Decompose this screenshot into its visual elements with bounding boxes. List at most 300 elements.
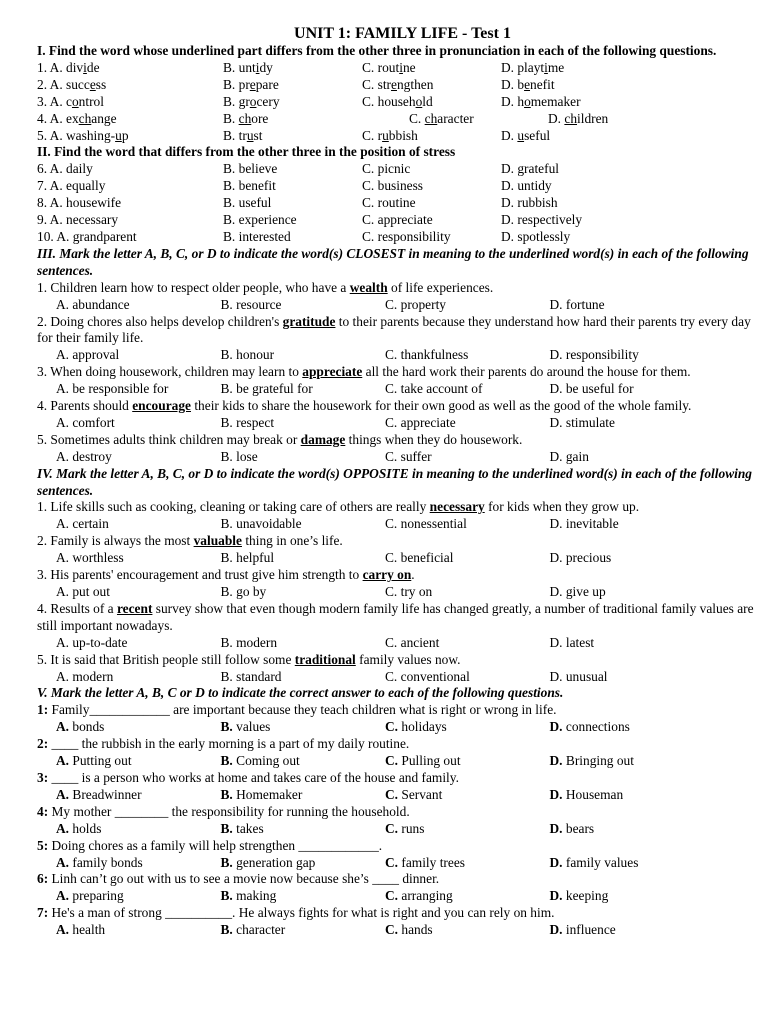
option-text: preparing	[72, 888, 124, 904]
option-letter: B.	[220, 854, 233, 870]
question-row	[37, 229, 768, 246]
answer-option[interactable]: C. try on	[385, 584, 433, 599]
option-text: Servant	[401, 786, 443, 802]
underlined-part: ch	[238, 110, 252, 126]
option-text-pre: C. househ	[362, 93, 416, 109]
option[interactable]: B. benefit	[223, 178, 276, 194]
option-text-post: dy	[259, 59, 273, 75]
option-letter: D.	[549, 854, 563, 870]
option-text-pre: B. pr	[223, 76, 250, 92]
key-word: encourage	[132, 398, 191, 414]
option[interactable]	[223, 60, 362, 77]
question-text	[37, 871, 768, 888]
underlined-part: i	[399, 59, 403, 75]
question-number: 6:	[37, 871, 49, 887]
option-letter: A.	[56, 786, 70, 802]
question-text	[37, 567, 768, 584]
answer-options	[37, 415, 768, 432]
answer-option[interactable]	[221, 753, 386, 770]
answer-option[interactable]	[385, 719, 550, 736]
answer-option[interactable]: A. modern	[56, 668, 114, 684]
key-word: appreciate	[302, 364, 363, 380]
option-text: Bringing out	[565, 753, 634, 769]
answer-option[interactable]	[221, 888, 386, 905]
option[interactable]: B. believe	[223, 161, 278, 177]
answer-option[interactable]: D. gain	[549, 448, 589, 464]
option-letter: D.	[549, 719, 563, 735]
answer-options	[37, 635, 768, 652]
option-text-post: st	[253, 127, 263, 143]
answer-option[interactable]	[385, 922, 550, 939]
question-body: Linh can’t go out with us to see a movie now because she’s ____ dinner.	[48, 871, 440, 887]
question-text	[37, 314, 768, 348]
section-5-heading: V. Mark the letter A, B, C or D to indicate the correct answer to each of the following questions.	[37, 685, 564, 701]
question-number: 3:	[37, 769, 49, 785]
question-pre: 2. Family is always the most	[37, 533, 194, 549]
answer-option[interactable]: A. put out	[56, 584, 110, 599]
option-text: character	[236, 922, 286, 938]
answer-option[interactable]: C. take account of	[385, 381, 483, 397]
page-title: UNIT 1: FAMILY LIFE - Test 1	[294, 25, 511, 42]
section-3-heading: III. Mark the letter A, B, C, or D to indicate the word(s) CLOSEST in meaning to the underlined word(s) in each of the following sentences.	[37, 245, 749, 278]
answer-options	[37, 669, 768, 686]
answer-options	[37, 888, 768, 905]
option[interactable]: B. experience	[223, 212, 297, 228]
option-text-pre: 2. A. succ	[37, 76, 90, 92]
answer-option[interactable]: B. standard	[220, 668, 282, 684]
option-letter: B.	[220, 753, 233, 769]
option[interactable]: D. rubbish	[501, 195, 558, 211]
option-letter: C.	[385, 922, 399, 938]
option-letter: B.	[220, 786, 233, 802]
answer-option[interactable]: B. respect	[220, 414, 275, 430]
option-text: making	[236, 888, 277, 904]
option-letter: C.	[385, 820, 399, 836]
option-letter: C.	[385, 753, 399, 769]
answer-option[interactable]: D. latest	[549, 634, 595, 650]
option-text: keeping	[565, 888, 609, 904]
answer-option[interactable]	[550, 922, 715, 939]
question-body: Doing chores as a family will help strengthen ____________.	[48, 837, 383, 853]
question-number: 4:	[37, 803, 49, 819]
option[interactable]: D. respectively	[501, 212, 583, 228]
option[interactable]: D. untidy	[501, 178, 552, 194]
option[interactable]	[548, 111, 608, 128]
option[interactable]	[409, 111, 548, 128]
option[interactable]	[362, 94, 501, 111]
option[interactable]	[37, 60, 223, 77]
option[interactable]	[37, 111, 223, 128]
option[interactable]	[37, 128, 223, 145]
option[interactable]: 7. A. equally	[37, 178, 106, 194]
question-text	[37, 364, 768, 381]
answer-option[interactable]: D. precious	[549, 550, 612, 566]
option-text: influence	[565, 922, 616, 938]
section-2-questions	[37, 161, 768, 246]
underlined-part: e	[391, 76, 397, 92]
question-text	[37, 838, 768, 855]
answer-options	[37, 719, 768, 736]
option[interactable]	[362, 60, 501, 77]
answer-option[interactable]: B. modern	[220, 634, 278, 650]
answer-option[interactable]: C. ancient	[385, 634, 440, 650]
option-text: holidays	[401, 719, 447, 735]
answer-option[interactable]: C. beneficial	[385, 550, 454, 566]
option-text-post: ss	[95, 76, 107, 92]
question-row	[37, 128, 768, 145]
underlined-part: e	[89, 76, 96, 92]
option-text-post: ildren	[577, 110, 609, 126]
answer-option[interactable]	[385, 821, 550, 838]
option-text: hands	[401, 922, 433, 938]
question-pre: 1. Children learn how to respect older people, who have a	[37, 279, 350, 295]
section-2-heading: II. Find the word that differs from the other three in the position of stress	[37, 144, 456, 160]
option-text-pre: D.	[548, 110, 565, 126]
answer-option[interactable]: D. unusual	[549, 668, 608, 684]
option-letter: A.	[56, 922, 70, 938]
option[interactable]: C. business	[362, 178, 424, 194]
option-text: Pulling out	[401, 753, 461, 769]
answer-option[interactable]: A. certain	[56, 516, 109, 532]
answer-option[interactable]	[550, 787, 715, 804]
answer-option[interactable]	[56, 855, 221, 872]
option-text-post: aracter	[437, 110, 474, 126]
section-1-heading: I. Find the word whose underlined part differs from the other three in pronunciation in each of the following questions.	[37, 43, 717, 58]
answer-options	[37, 449, 768, 466]
option-text-pre: D.	[501, 127, 518, 143]
answer-option[interactable]: B. unavoidable	[220, 516, 302, 532]
answer-option[interactable]	[56, 719, 221, 736]
option-text-pre: 5. A. washing-	[37, 127, 116, 143]
answer-option[interactable]: B. resource	[220, 296, 282, 312]
option-text-post: seful	[524, 127, 551, 143]
answer-option[interactable]: B. helpful	[220, 550, 275, 566]
answer-option[interactable]	[221, 821, 386, 838]
answer-option[interactable]	[385, 753, 550, 770]
question-body: My mother ________ the responsibility for running the household.	[48, 803, 410, 819]
option[interactable]: C. picnic	[362, 161, 411, 177]
answer-option[interactable]: A. comfort	[56, 414, 115, 430]
option[interactable]	[501, 60, 564, 77]
answer-option[interactable]	[385, 787, 550, 804]
option-text-pre: C. rout	[362, 59, 400, 75]
underlined-part: ch	[564, 110, 578, 126]
option-text-post: bbish	[388, 127, 418, 143]
option-letter: A.	[56, 888, 70, 904]
option-text-post: ne	[402, 59, 416, 75]
option-text: family bonds	[72, 854, 143, 870]
option-text: family values	[565, 854, 639, 870]
option-letter: D.	[549, 786, 563, 802]
question-post: thing in one’s life.	[241, 533, 343, 549]
answer-option[interactable]: A. worthless	[56, 550, 124, 566]
answer-option[interactable]: A. be responsible for	[56, 381, 169, 397]
answer-option[interactable]: D. give up	[549, 584, 606, 599]
option-text: holds	[72, 820, 102, 836]
question-pre: 4. Results of a	[37, 600, 117, 616]
option-text-pre: B. tr	[223, 127, 247, 143]
question-text	[37, 533, 768, 550]
question-number: 5:	[37, 837, 49, 853]
option[interactable]: 6. A. daily	[37, 161, 93, 177]
answer-options	[37, 347, 768, 364]
question-text	[37, 905, 768, 922]
question-pre: 5. Sometimes adults think children may break or	[37, 431, 301, 447]
answer-options	[37, 787, 768, 804]
answer-option[interactable]: B. lose	[220, 448, 258, 464]
question-text	[37, 736, 768, 753]
question-pre: 3. When doing housework, children may learn to	[37, 364, 303, 380]
underlined-part: ch	[424, 110, 438, 126]
answer-option[interactable]	[221, 922, 386, 939]
answer-option[interactable]	[550, 888, 715, 905]
question-post: survey show that even though modern family life has changed greatly, a number of traditional family values are still important nowadays.	[37, 600, 754, 633]
option-text-post: memaker	[530, 93, 581, 109]
answer-option[interactable]	[221, 719, 386, 736]
question-post: for kids when they grow up.	[484, 499, 640, 515]
answer-option[interactable]	[56, 787, 221, 804]
option[interactable]	[223, 77, 362, 94]
question-row	[37, 77, 768, 94]
underlined-part: o	[415, 93, 423, 109]
question-body: He's a man of strong __________. He always fights for what is right and you can rely on him.	[48, 905, 555, 921]
answer-options	[37, 753, 768, 770]
option-text-post: ore	[251, 110, 269, 126]
option-text: bonds	[72, 719, 105, 735]
option-letter: A.	[56, 820, 70, 836]
option-letter: D.	[549, 888, 563, 904]
option[interactable]	[37, 94, 223, 111]
option-text-post: pare	[255, 76, 279, 92]
question-pre: 2. Doing chores also helps develop children's	[37, 313, 283, 329]
option[interactable]	[223, 94, 362, 111]
key-word: recent	[116, 600, 153, 616]
section-4-questions	[37, 499, 768, 685]
answer-option[interactable]: D. inevitable	[549, 516, 619, 532]
question-row	[37, 195, 768, 212]
question-post: .	[411, 567, 415, 583]
option-text: Putting out	[72, 753, 132, 769]
answer-option[interactable]: D. fortune	[549, 296, 605, 312]
option-letter: B.	[220, 888, 233, 904]
option-text-post: nefit	[530, 76, 555, 92]
question-post: of life experiences.	[387, 279, 494, 295]
option-letter: D.	[549, 820, 563, 836]
answer-option[interactable]: D. be useful for	[549, 381, 634, 397]
option[interactable]: C. appreciate	[362, 212, 433, 228]
option[interactable]	[362, 128, 501, 145]
option[interactable]	[501, 128, 550, 145]
option[interactable]: 10. A. grandparent	[37, 228, 137, 244]
answer-option[interactable]: C. appreciate	[385, 414, 456, 430]
question-row	[37, 94, 768, 111]
option[interactable]	[501, 94, 581, 111]
answer-option[interactable]	[221, 855, 386, 872]
option[interactable]	[223, 128, 362, 145]
option-letter: D.	[549, 922, 563, 938]
answer-option[interactable]: C. suffer	[385, 448, 432, 464]
question-number: 2:	[37, 736, 49, 752]
key-word: necessary	[429, 499, 485, 515]
option-text-pre: B.	[223, 110, 239, 126]
section-1-questions	[37, 60, 768, 145]
option[interactable]	[223, 111, 409, 128]
option-text-pre: 4. A. ex	[37, 110, 79, 126]
section-4-heading: IV. Mark the letter A, B, C, or D to indicate the word(s) OPPOSITE in meaning to the underlined word(s) in each of the following sentences.	[37, 465, 752, 498]
answer-option[interactable]: B. honour	[220, 347, 275, 363]
question-pre: 1. Life skills such as cooking, cleaning or taking care of others are really	[37, 499, 430, 515]
answer-option[interactable]	[221, 787, 386, 804]
option-text-post: cery	[256, 93, 280, 109]
question-text	[37, 280, 768, 297]
answer-options	[37, 922, 768, 939]
underlined-part: i	[544, 59, 548, 75]
option-text: bears	[565, 820, 595, 836]
answer-option[interactable]: C. conventional	[385, 668, 470, 684]
key-word: carry on	[362, 567, 412, 583]
question-text	[37, 702, 768, 719]
question-row	[37, 60, 768, 77]
option[interactable]: B. interested	[223, 228, 291, 244]
underlined-part: ch	[78, 110, 92, 126]
option[interactable]: B. useful	[223, 195, 272, 211]
question-body: Family____________ are important because they teach children what is right or wrong in life.	[48, 702, 557, 718]
key-word: valuable	[193, 533, 242, 549]
question-text	[37, 652, 768, 669]
option-letter: B.	[220, 719, 233, 735]
question-pre: 4. Parents should	[37, 398, 133, 414]
question-row	[37, 161, 768, 178]
option-letter: C.	[385, 854, 399, 870]
answer-option[interactable]: D. responsibility	[549, 347, 639, 363]
underlined-part: o	[249, 93, 257, 109]
underlined-part: e	[249, 76, 256, 92]
option-text-pre: B. unt	[223, 59, 256, 75]
underlined-part: u	[382, 127, 389, 143]
answer-options	[37, 381, 768, 398]
answer-options	[37, 297, 768, 314]
question-row	[37, 178, 768, 195]
underlined-part: e	[524, 76, 531, 92]
option-text: generation gap	[236, 854, 316, 870]
question-post: to their parents because they understand how hard their parents try every day for their family life.	[37, 313, 751, 346]
option[interactable]	[362, 77, 501, 94]
underlined-part: u	[115, 127, 122, 143]
answer-option[interactable]	[385, 855, 550, 872]
question-text	[37, 499, 768, 516]
answer-options	[37, 821, 768, 838]
question-pre: 5. It is said that British people still follow some	[37, 651, 295, 667]
option[interactable]	[37, 77, 223, 94]
answer-option[interactable]: A. destroy	[56, 448, 112, 464]
option-text-post: ntrol	[78, 93, 104, 109]
answer-option[interactable]	[385, 888, 550, 905]
answer-option[interactable]: A. up-to-date	[56, 634, 128, 650]
key-word: gratitude	[282, 313, 336, 329]
question-text	[37, 432, 768, 449]
option[interactable]	[501, 77, 555, 94]
option-text: Coming out	[236, 753, 300, 769]
option-text-post: p	[121, 127, 129, 143]
option-text: values	[236, 719, 271, 735]
option-text-pre: 3. A. c	[37, 93, 72, 109]
answer-option[interactable]: B. be grateful for	[220, 381, 313, 397]
option-text-pre: C.	[409, 110, 425, 126]
answer-options	[37, 550, 768, 567]
option-text-post: ngthen	[396, 76, 434, 92]
question-text	[37, 601, 768, 635]
section-3-questions	[37, 280, 768, 466]
option[interactable]: C. responsibility	[362, 228, 451, 244]
option-letter: B.	[220, 820, 233, 836]
answer-option[interactable]: C. property	[385, 296, 446, 312]
answer-option[interactable]	[56, 888, 221, 905]
answer-option[interactable]: B. go by	[220, 584, 267, 599]
answer-option[interactable]	[550, 719, 715, 736]
answer-option[interactable]: D. stimulate	[549, 414, 615, 430]
question-row	[37, 111, 768, 128]
question-post: family values now.	[355, 651, 461, 667]
question-post: their kids to share the housework for their own good as well as the good of the whole family.	[190, 398, 692, 414]
option-text: family trees	[401, 854, 465, 870]
answer-option[interactable]	[56, 922, 221, 939]
option[interactable]: 8. A. housewife	[37, 195, 122, 211]
answer-option[interactable]: C. nonessential	[385, 516, 467, 532]
underlined-part: u	[246, 127, 254, 143]
section-5-questions	[37, 702, 768, 939]
answer-option[interactable]: A. abundance	[56, 296, 130, 312]
option[interactable]: C. routine	[362, 195, 416, 211]
question-body: ____ is a person who works at home and takes care of the house and family.	[48, 769, 459, 785]
option-letter: A.	[56, 753, 70, 769]
answer-option[interactable]: A. approval	[56, 347, 120, 363]
question-text	[37, 770, 768, 787]
answer-option[interactable]	[56, 821, 221, 838]
option-text-pre: C. str	[362, 76, 392, 92]
option-text: takes	[236, 820, 264, 836]
answer-option[interactable]	[550, 855, 715, 872]
option-text-pre: B. gr	[223, 93, 250, 109]
question-number: 7:	[37, 905, 49, 921]
question-text	[37, 804, 768, 821]
option[interactable]: D. grateful	[501, 161, 560, 177]
option-text: Breadwinner	[72, 786, 142, 802]
underlined-part: i	[83, 59, 87, 75]
option[interactable]: D. spotlessly	[501, 228, 571, 244]
option[interactable]: 9. A. necessary	[37, 212, 119, 228]
option-text-pre: 1. A. div	[37, 59, 84, 75]
underlined-part: o	[524, 93, 531, 109]
underlined-part: i	[255, 59, 260, 75]
key-word: traditional	[294, 651, 356, 667]
option-text: Homemaker	[236, 786, 303, 802]
option-text-pre: D. h	[501, 93, 525, 109]
question-post: all the hard work their parents do around the house for them.	[362, 364, 691, 380]
answer-option[interactable]	[56, 753, 221, 770]
option-letter: C.	[385, 888, 399, 904]
option-text: arranging	[401, 888, 453, 904]
key-word: damage	[300, 431, 346, 447]
option-text-pre: C. r	[362, 127, 383, 143]
answer-option[interactable]: C. thankfulness	[385, 347, 469, 363]
answer-option[interactable]	[550, 753, 715, 770]
option-letter: A.	[56, 854, 70, 870]
answer-option[interactable]	[550, 821, 715, 838]
question-pre: 3. His parents' encouragement and trust give him strength to	[37, 567, 363, 583]
option-text: Houseman	[565, 786, 624, 802]
option-letter: C.	[385, 786, 399, 802]
key-word: wealth	[349, 279, 388, 295]
